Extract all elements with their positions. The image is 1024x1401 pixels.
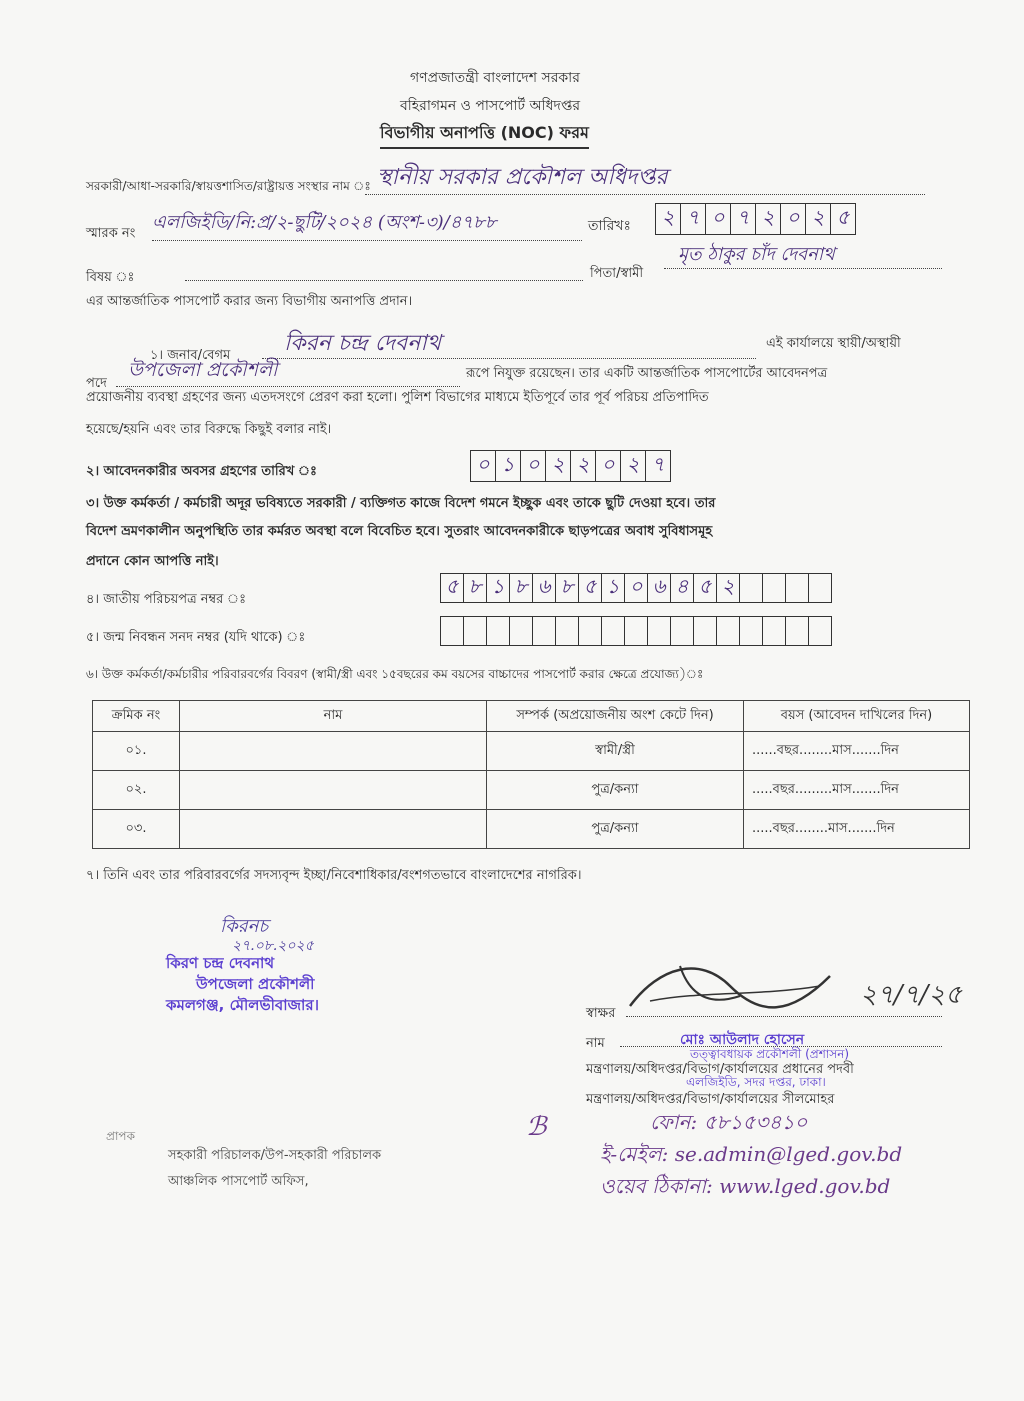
memo-date-boxes — [655, 203, 856, 235]
nid-digit: ৫ — [441, 574, 464, 602]
nid-digit: ৬ — [648, 574, 671, 602]
office-label: সরকারী/আধা-সরকারি/স্বায়ত্তশাসিত/রাষ্ট্রায়ত্ত সংস্থার নাম ঃ — [86, 179, 371, 193]
row-relation: স্বামী/স্ত্রী — [487, 732, 744, 771]
para1-line3: প্রয়োজনীয় ব্যবস্থা গ্রহণের জন্য এতদসংগে প্রেরণ করা হলো। পুলিশ বিভাগের মাধ্যমে ইতিপূর্বে তার পূর্ব পরিচয় প্রতিপাদিত — [86, 390, 709, 405]
subject-line — [185, 262, 583, 281]
birth-reg-digit — [694, 617, 717, 645]
col-serial: ক্রমিক নং — [93, 701, 180, 732]
officer-website: ওয়েব ঠিকানা: www.lged.gov.bd — [600, 1174, 891, 1198]
subject-label: বিষয় ঃ — [86, 270, 135, 285]
row-serial: ০২. — [93, 771, 180, 810]
nid-digit: ২ — [717, 574, 740, 602]
nid-digit: ৮ — [510, 574, 533, 602]
nid-number-boxes — [440, 573, 832, 603]
officer-stamp-post: তত্ত্বাবধায়ক প্রকৌশলী (প্রশাসন) — [690, 1047, 850, 1061]
nid-digit: ৬ — [533, 574, 556, 602]
para6-label: ৬। উক্ত কর্মকর্তা/কর্মচারীর পরিবারবর্গের বিবরণ (স্বামী/স্ত্রী এবং ১৫বছরের কম বয়সের বাচ্চাদের পাসপোর্ট করার ক্ষেত্রে প্রযোজ্য)ঃ — [86, 667, 704, 681]
nid-digit — [809, 574, 831, 602]
recipient-line1: সহকারী পরিচালক/উপ-সহকারী পরিচালক — [168, 1148, 382, 1163]
retirement-date-boxes — [470, 450, 671, 482]
applicant-stamp-name: কিরণ চন্দ্র দেবনাথ — [166, 954, 275, 972]
nid-digit: ১ — [487, 574, 510, 602]
birth-reg-digit — [487, 617, 510, 645]
nid-digit: ৮ — [556, 574, 579, 602]
para1-name-prefix: ১। জনাব/বেগম — [150, 348, 231, 363]
birth-reg-digit — [464, 617, 487, 645]
para3-line2: বিদেশ ভ্রমণকালীন অনুপস্থিতি তার কর্মরত অবস্থা বলে বিবেচিত হবে। সুতরাং আবেদনকারীকে ছাড়পত্রের অবাধ সুবিধাসমূহ — [86, 524, 713, 539]
para3-line1: ৩। উক্ত কর্মকর্তা / কর্মচারী অদূর ভবিষ্যতে সরকারী / ব্যক্তিগত কাজে বিদেশ গমনে ইচ্ছুক এবং তাকে ছুটি দেওয়া হবে। তার — [86, 496, 716, 511]
nid-digit: ৪ — [671, 574, 694, 602]
memo-date-digit: ৭ — [681, 204, 706, 234]
para5-label: ৫। জন্ম নিবন্ধন সনদ নম্বর (যদি থাকে) ঃ — [86, 630, 306, 645]
applicant-stamp-place: কমলগঞ্জ, মৌলভীবাজার। — [166, 996, 320, 1014]
birth-reg-digit — [648, 617, 671, 645]
nid-digit: ৫ — [579, 574, 602, 602]
row-relation: পুত্র/কন্যা — [487, 810, 744, 849]
row-age: .....বছর.........মাস.......দিন — [744, 771, 970, 810]
memo-date-digit: ২ — [656, 204, 681, 234]
retirement-date-digit: ২ — [621, 451, 646, 481]
table-row — [93, 771, 970, 810]
retirement-date-digit: ০ — [521, 451, 546, 481]
nid-digit — [786, 574, 809, 602]
retirement-date-digit: ০ — [596, 451, 621, 481]
col-name: নাম — [180, 701, 487, 732]
subject-text: এর আন্তর্জাতিক পাসপোর্ট করার জন্য বিভাগীয় অনাপত্তি প্রদান। — [86, 294, 413, 309]
date-label: তারিখঃ — [588, 218, 631, 234]
birth-reg-digit — [579, 617, 602, 645]
para1-post-label: পদে — [86, 376, 107, 391]
designation-line: মন্ত্রণালয়/অধিদপ্তর/বিভাগ/কার্যালয়ের প্রধানের পদবী — [586, 1062, 854, 1077]
row-relation: পুত্র/কন্যা — [487, 771, 744, 810]
memo-line — [152, 208, 582, 241]
birth-reg-digit — [441, 617, 464, 645]
memo-label: স্মারক নং — [86, 226, 136, 241]
birth-reg-digit — [717, 617, 740, 645]
nid-digit: ৮ — [464, 574, 487, 602]
para1-post-value: উপজেলা প্রকৌশলী — [128, 359, 278, 381]
birth-reg-digit — [510, 617, 533, 645]
birth-reg-digit — [602, 617, 625, 645]
table-row — [93, 732, 970, 771]
memo-date-digit: ০ — [706, 204, 731, 234]
name-line — [620, 1028, 942, 1047]
header-line1: গণপ্রজাতন্ত্রী বাংলাদেশ সরকার — [410, 70, 580, 86]
nid-digit: ০ — [625, 574, 648, 602]
birth-reg-digit — [625, 617, 648, 645]
nid-digit — [740, 574, 763, 602]
applicant-stamp-post: উপজেলা প্রকৌশলী — [196, 975, 315, 993]
birth-reg-digit — [556, 617, 579, 645]
memo-date-digit: ২ — [806, 204, 831, 234]
birth-reg-boxes — [440, 616, 832, 646]
retirement-date-digit: ২ — [546, 451, 571, 481]
officer-sign-date: ২৭/৭/২৫ — [860, 980, 963, 1010]
para1-line4: হয়েছে/হয়নি এবং তার বিরুদ্ধে কিছুই বলার নাই। — [86, 422, 332, 437]
birth-reg-digit — [786, 617, 809, 645]
recipient-line2: আঞ্চলিক পাসপোর্ট অফিস, — [168, 1174, 309, 1189]
recipient-label: প্রাপক — [106, 1129, 135, 1143]
para1-post-suffix: রূপে নিযুক্ত রয়েছেন। তার একটি আন্তর্জাতিক পাসপোর্টের আবেদনপত্র — [466, 366, 828, 381]
officer-phone: ফোন: ৫৮১৫৩৪১০ — [650, 1110, 808, 1134]
row-name — [180, 771, 487, 810]
row-serial: ০৩. — [93, 810, 180, 849]
applicant-sign-date: ২৭.০৮.২০২৫ — [232, 938, 314, 954]
row-name — [180, 810, 487, 849]
header-line2: বহিরাগমন ও পাসপোর্ট অধিদপ্তর — [400, 98, 581, 114]
applicant-signature: কিরনচ — [220, 916, 269, 937]
sign-line — [626, 1000, 942, 1017]
parent-line — [664, 240, 942, 269]
para1-name-suffix: এই কার্যালয়ে স্থায়ী/অস্থায়ী — [766, 336, 901, 351]
birth-reg-digit — [671, 617, 694, 645]
memo-date-digit: ৭ — [731, 204, 756, 234]
memo-date-digit: ০ — [781, 204, 806, 234]
officer-email: ই-মেইল: se.admin@lged.gov.bd — [600, 1142, 903, 1166]
retirement-date-digit: ৭ — [651, 451, 665, 476]
nid-digit: ১ — [602, 574, 625, 602]
para2-label: ২। আবেদনকারীর অবসর গ্রহণের তারিখ ঃ — [86, 464, 317, 479]
row-serial: ০১. — [93, 732, 180, 771]
officer-stamp-office: এলজিইডি, সদর দপ্তর, ঢাকা। — [686, 1075, 826, 1089]
para4-label: ৪। জাতীয় পরিচয়পত্র নম্বর ঃ — [86, 592, 247, 607]
form-title: বিভাগীয় অনাপত্তি (NOC) ফরম — [380, 120, 589, 149]
office-value: স্থানীয় সরকার প্রকৌশল অধিদপ্তর — [377, 165, 668, 190]
office-line — [365, 160, 925, 195]
sign-label: স্বাক্ষর — [586, 1006, 616, 1021]
para7-text: ৭। তিনি এবং তার পরিবারবর্গের সদস্যবৃন্দ ইচ্ছা/নিবেশাধিকার/বংশগতভাবে বাংলাদেশের নাগরিক। — [86, 868, 582, 883]
table-row — [93, 810, 970, 849]
retirement-date-digit: ২ — [571, 451, 596, 481]
birth-reg-digit — [763, 617, 786, 645]
birth-reg-digit — [740, 617, 763, 645]
col-relation: সম্পর্ক (অপ্রয়োজনীয় অংশ কেটে দিন) — [487, 701, 744, 732]
retirement-date-digit: ০ — [471, 451, 496, 481]
officer-name: মোঃ আউলাদ হোসেন — [680, 1032, 805, 1048]
row-age: .....বছর........মাস.......দিন — [744, 810, 970, 849]
seal-line: মন্ত্রণালয়/অধিদপ্তর/বিভাগ/কার্যালয়ের সীলমোহর — [586, 1092, 835, 1107]
nid-digit: ৫ — [694, 574, 717, 602]
nid-digit — [763, 574, 786, 602]
parent-label: পিতা/স্বামী — [590, 266, 644, 281]
para1-name-value: কিরন চন্দ্র দেবনাথ — [284, 331, 442, 356]
retirement-date-digit: ১ — [496, 451, 521, 481]
birth-reg-digit — [809, 617, 831, 645]
name-label: নাম — [586, 1036, 605, 1051]
col-age: বয়স (আবেদন দাখিলের দিন) — [744, 701, 970, 732]
memo-date-digit: ২ — [756, 204, 781, 234]
para1-name-line — [262, 326, 756, 359]
para1-post-line — [116, 356, 460, 387]
row-age: ......বছর........মাস.......দিন — [744, 732, 970, 771]
row-name — [180, 732, 487, 771]
initial-mark: ℬ — [526, 1112, 547, 1142]
memo-date-digit: ৫ — [836, 204, 850, 229]
birth-reg-digit — [533, 617, 556, 645]
memo-value: এলজিইডি/নি:প্র/২-ছুটি/২০২৪ (অংশ-৩)/৪৭৮৮ — [152, 212, 497, 233]
parent-value: মৃত ঠাকুর চাঁদ দেবনাথ — [678, 244, 835, 265]
family-table — [92, 700, 970, 849]
para3-line3: প্রদানে কোন আপত্তি নাই। — [86, 554, 219, 569]
